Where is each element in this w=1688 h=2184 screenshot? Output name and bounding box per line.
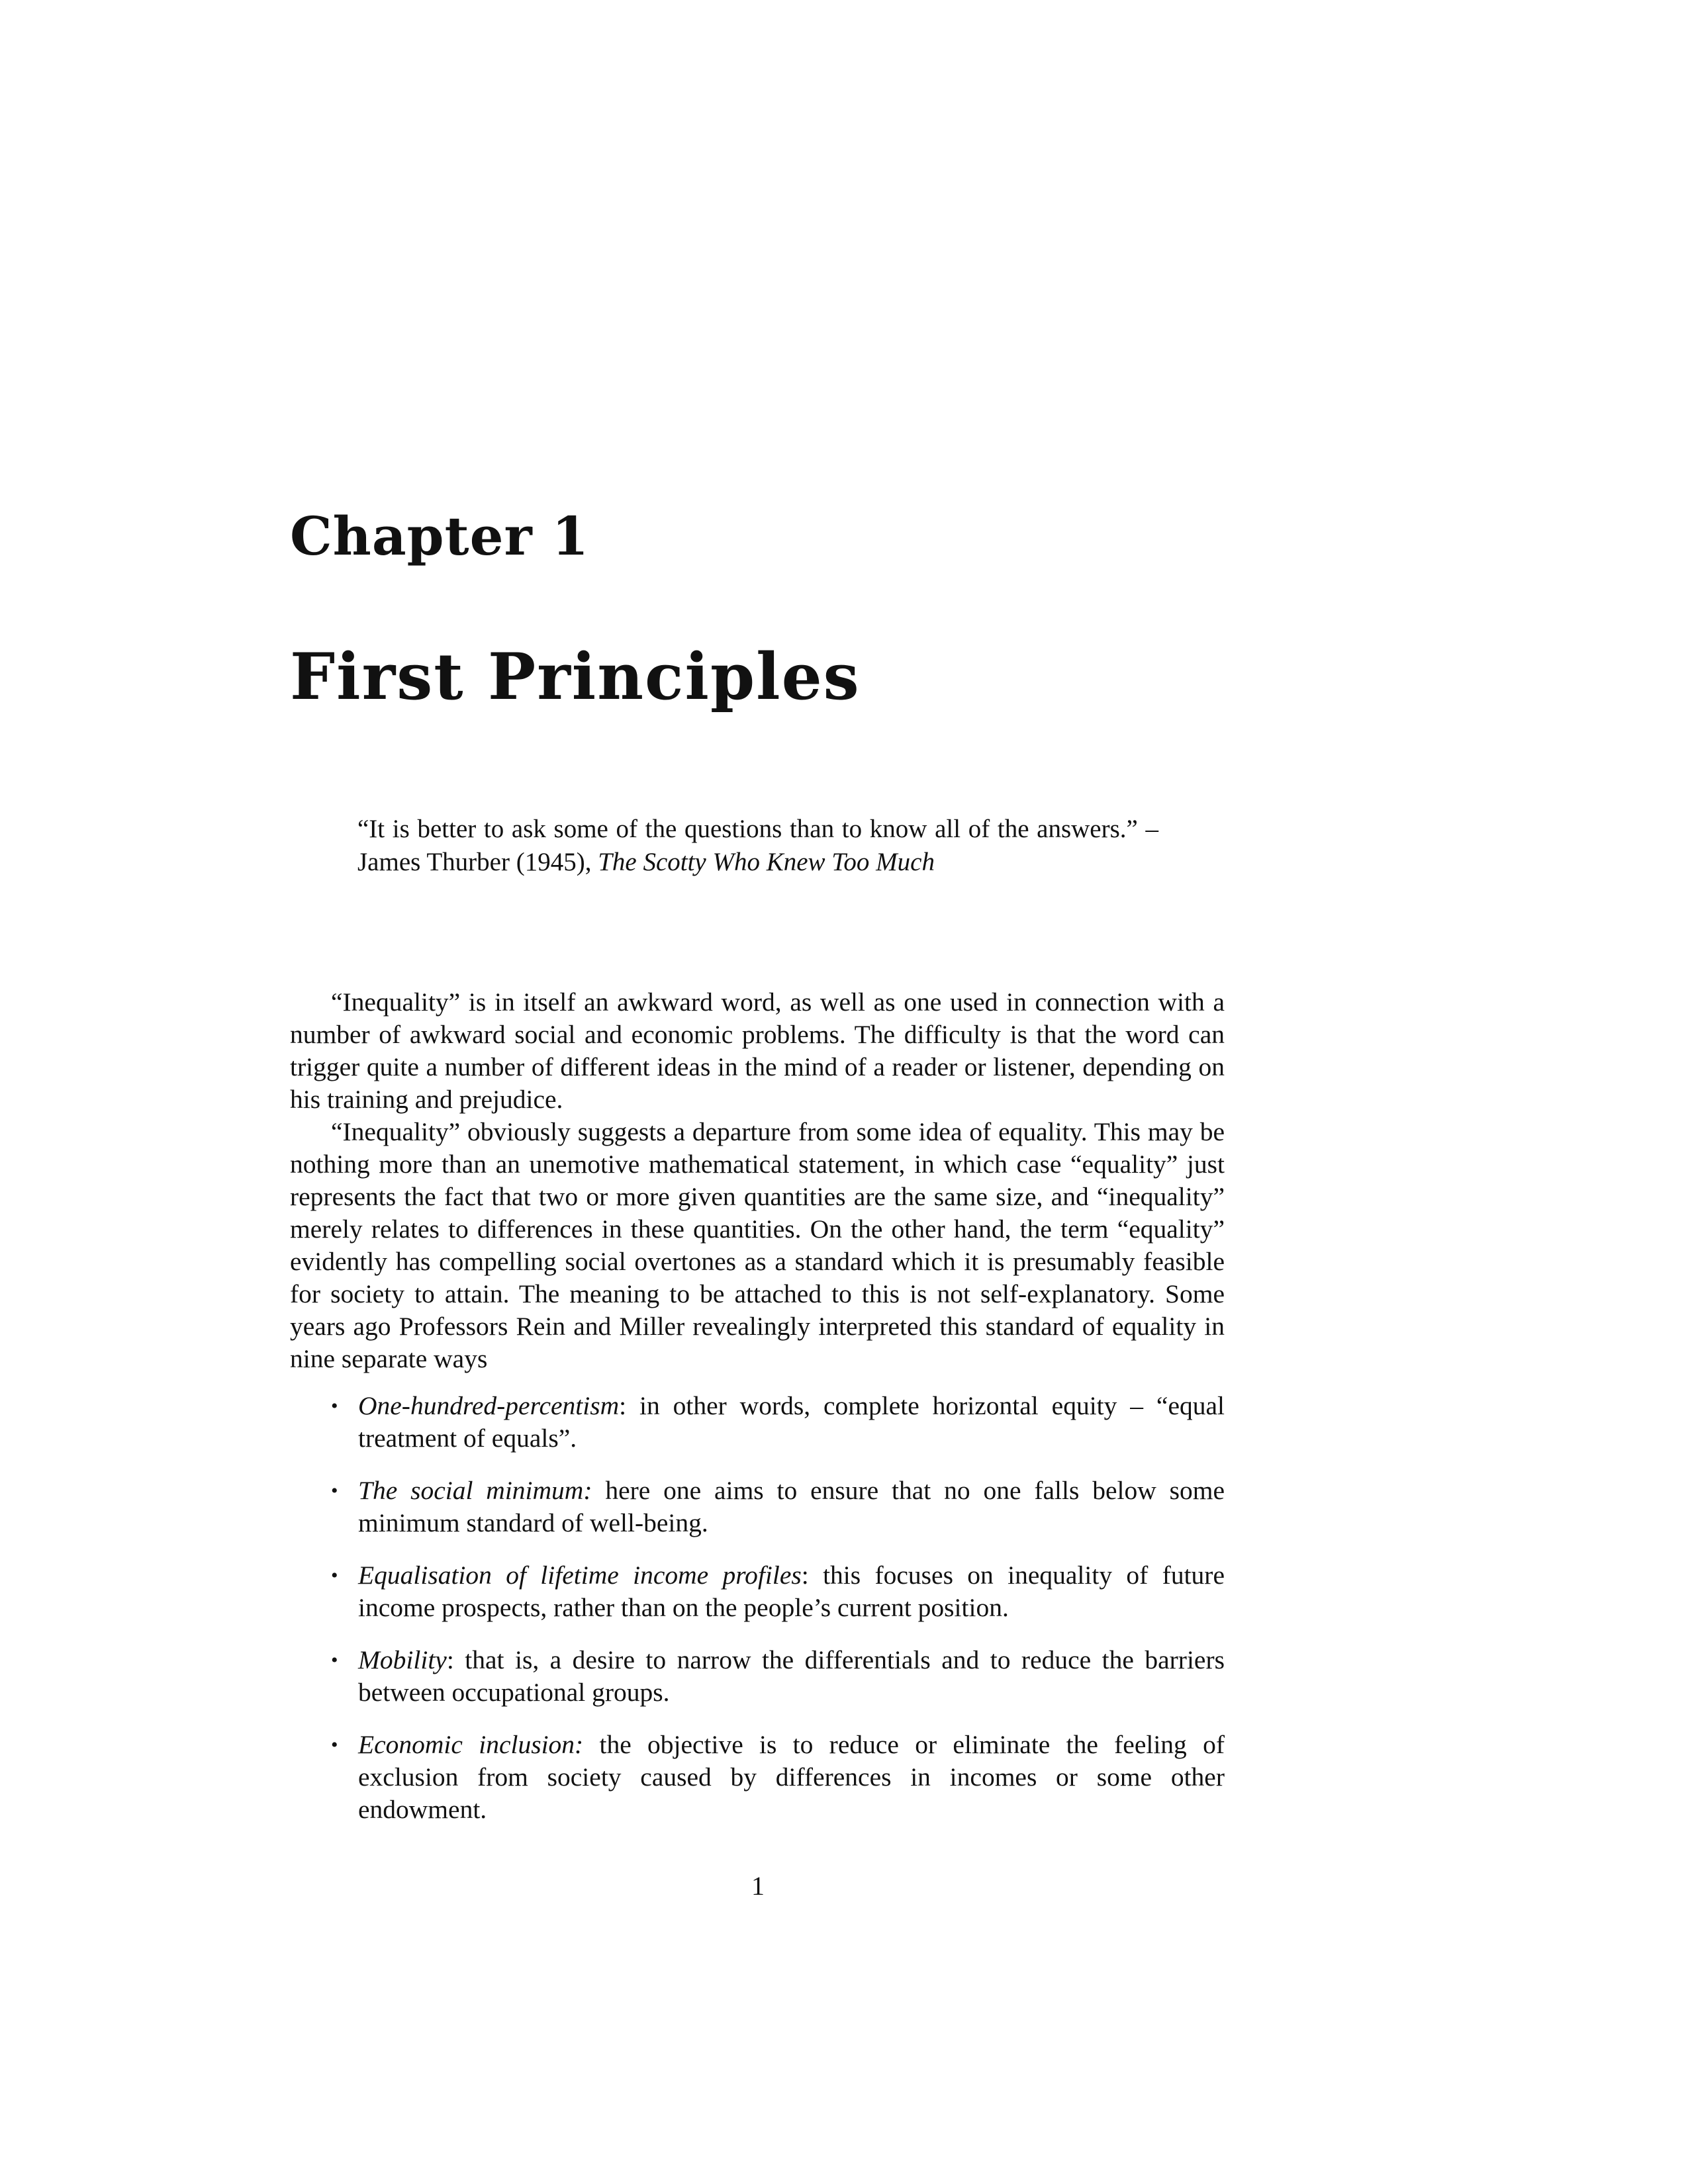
list-item-term: Mobility	[358, 1645, 447, 1674]
list-item-text: : this focuses on inequality of future income prospects, rather than on the people’s current position.	[358, 1561, 1225, 1622]
paragraph: “Inequality” is in itself an awkward word, as well as one used in connection with a number of awkward social and economic problems. The difficulty is that the word can trigger quite a number of different ideas in the mind of a reader or listener, depending on his training and prejudice.	[290, 987, 1225, 1114]
bullet-icon: •	[331, 1395, 338, 1417]
chapter-label: Chapter 1	[290, 505, 590, 567]
list-item-term: The social minimum:	[358, 1476, 592, 1505]
list-item	[290, 1390, 1225, 1455]
list-item	[290, 1559, 1225, 1624]
bullet-icon: •	[331, 1649, 338, 1671]
epigraph-quote: “It is better to ask some of the questions than to know all of the answers.” – James Thurber (1945),	[357, 815, 1158, 876]
bullet-icon: •	[331, 1565, 338, 1586]
list-item	[290, 1729, 1225, 1826]
list-item-text: here one aims to ensure that no one falls below some minimum standard of well-being.	[358, 1476, 1225, 1537]
bullet-list	[290, 1390, 1225, 1826]
chapter-title: First Principles	[290, 639, 861, 714]
list-item	[290, 1644, 1225, 1709]
paragraph: “Inequality” obviously suggests a departure from some idea of equality. This may be nothing more than an unemotive mathematical statement, in which case “equality” just represents the fact that two or more given quantities are the same size, and “inequality” merely relates to differences in these quantities. On the other hand, the term “equality” evidently has compelling social overtones as a standard which it is presumably feasible for society to attain. The meaning to be attached to this is not self-explanatory. Some years ago Professors Rein and Miller revealingly interpreted this standard of equality in nine separate ways	[290, 1117, 1225, 1373]
list-item-term: Economic inclusion:	[358, 1730, 584, 1759]
list-item-text: : in other words, complete horizontal equity – “equal treatment of equals”.	[358, 1391, 1225, 1453]
list-item-term: One-hundred-percentism	[358, 1391, 620, 1420]
epigraph	[357, 813, 1158, 879]
bullet-icon: •	[331, 1734, 338, 1756]
list-item-term: Equalisation of lifetime income profiles	[358, 1561, 802, 1590]
epigraph-source-title: The Scotty Who Knew Too Much	[598, 848, 935, 876]
page-number: 1	[751, 1871, 765, 1901]
bullet-icon: •	[331, 1480, 338, 1502]
list-item-text: the objective is to reduce or eliminate the feeling of exclusion from society caused by differences in incomes or some other endowment.	[358, 1730, 1225, 1824]
list-item	[290, 1475, 1225, 1539]
list-item-text: : that is, a desire to narrow the differentials and to reduce the barriers between occupational groups.	[358, 1645, 1225, 1707]
body-text	[290, 986, 1225, 1846]
